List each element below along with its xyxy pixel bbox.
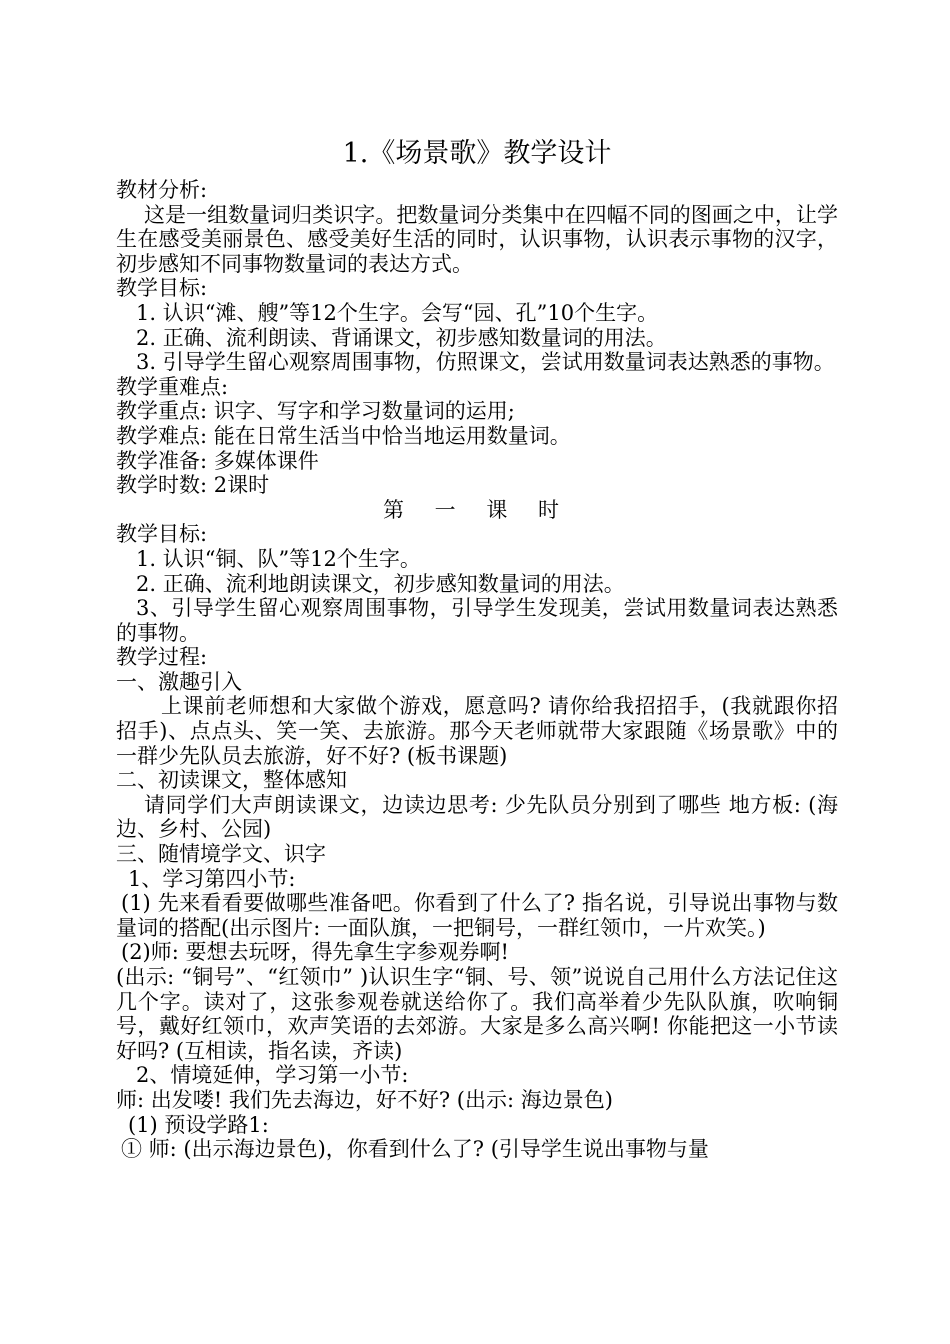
heading-lesson-goals: 教学目标: [116, 522, 208, 547]
class-hours-line: 教学时数: 2课时 [116, 473, 270, 498]
preset-path-line: (1) 预设学路1: [128, 1112, 269, 1137]
subsection-fourth-stanza: 1、学习第四小节: [128, 866, 296, 891]
section-one-paragraph: 上课前老师想和大家做个游戏，愿意吗? 请你给我招招手，(我就跟你招招手)、点点头、笑一笑、去旅游。那今天老师就带大家跟随《场景歌》中的一群少先队员去旅游，好不好? (板书课题) [116, 694, 838, 768]
document-title: 1.《场景歌》教学设计 [342, 138, 612, 169]
paragraph-analysis: 这是一组数量词归类识字。把数量词分类集中在四幅不同的图画之中，让学生在感受美丽景色、感受美好生活的同时，认识事物，认识表示事物的汉字，初步感知不同事物数量词的表达方式。 [116, 202, 838, 276]
section-two-paragraph: 请同学们大声朗读课文，边读边思考: 少先队员分别到了哪些 地方板: (海边、乡村、公园) [116, 792, 838, 842]
heading-textbook-analysis: 教材分析: [116, 178, 208, 202]
document-page [116, 136, 838, 1162]
preparation-line: 教学准备: 多媒体课件 [116, 448, 319, 473]
step-2-paragraph: (出示: “铜号”、“红领巾” )认识生字“铜、号、领”说说自己用什么方法记住这几个字。读对了，这张参观卷就送给你了。我们高举着少先队队旗，吹响铜号，戴好红领巾，欢声笑语的去郊游。大家是多么高兴啊! 你能把这一小节读好吗? (互相读，指名读，齐读) [116, 965, 838, 1063]
lesson-one-heading: 第 一 课 时 [382, 497, 572, 522]
heading-process: 教学过程: [116, 645, 208, 670]
goal-item-2: 2. 正确、流利朗读、背诵课文，初步感知数量词的用法。 [136, 325, 667, 350]
section-two-heading: 二、初读课文，整体感知 [116, 768, 347, 793]
lesson-goal-item-3: 3、引导学生留心观察周围事物，引导学生发现美，尝试用数量词表达熟悉的事物。 [116, 596, 838, 645]
final-line: ① 师: (出示海边景色)，你看到什么了? (引导学生说出事物与量 [121, 1137, 709, 1162]
difficulty-line: 教学难点: 能在日常生活当中恰当地运用数量词。 [116, 423, 571, 448]
lesson-goal-item-1: 1. 认识“铜、队”等12个生字。 [136, 546, 421, 571]
section-one-heading: 一、激趣引入 [116, 669, 242, 694]
key-point-line: 教学重点: 识字、写字和学习数量词的运用; [116, 399, 515, 424]
step-2-line: (2)师: 要想去玩呀，得先拿生字参观券啊! [121, 940, 509, 965]
section-three-heading: 三、随情境学文、识字 [116, 842, 326, 867]
goal-item-1: 1. 认识“滩、艘”等12个生字。会写“园、孔”10个生字。 [136, 300, 659, 325]
heading-teaching-goals: 教学目标: [116, 276, 208, 301]
teacher-line: 师: 出发喽! 我们先去海边，好不好? (出示: 海边景色) [116, 1087, 613, 1112]
subsection-first-stanza: 2、情境延伸，学习第一小节: [136, 1063, 409, 1088]
step-1-paragraph: (1) 先来看看要做哪些准备吧。你看到了什么了? 指名说，引导说出事物与数量词的搭配(出示图片: 一面队旗，一把铜号，一群红领巾，一片欢笑。) [116, 891, 838, 940]
lesson-goal-item-2: 2. 正确、流利地朗读课文，初步感知数量词的用法。 [136, 571, 625, 596]
heading-key-difficulties: 教学重难点: [116, 374, 229, 399]
goal-item-3: 3. 引导学生留心观察周围事物，仿照课文，尝试用数量词表达熟悉的事物。 [136, 350, 835, 375]
